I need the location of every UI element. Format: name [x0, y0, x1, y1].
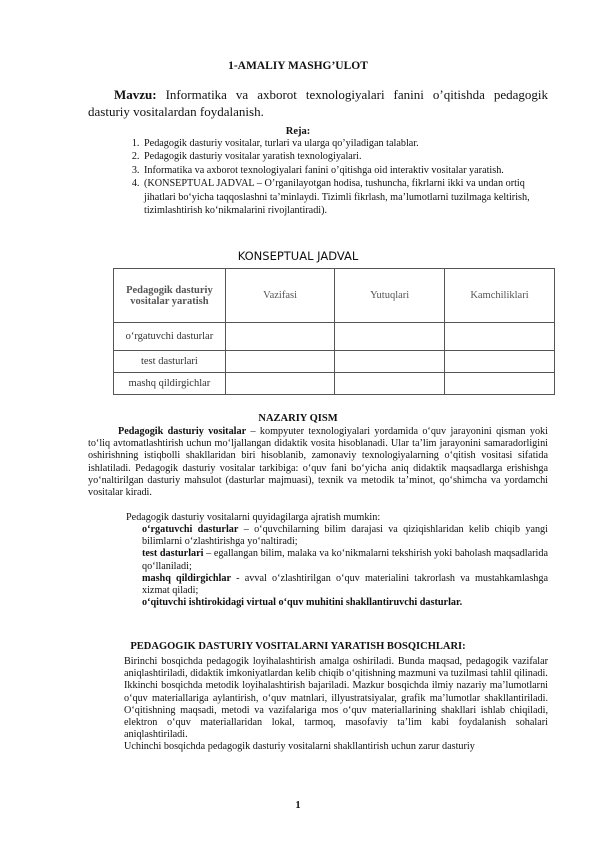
topic-text: Informatika va axborot texnologiyalari fanini o’qitishda pedagogik dasturiy vositalardan foydalanish. [88, 87, 548, 119]
list-item: o‘qituvchi ishtirokidagi virtual o‘quv muhitini shakllantiruvchi dasturlar. [142, 597, 463, 609]
list-item: mashq qildirgichlar - avval o‘zlashtirilgan o‘quv materialini takrorlash va mustahkamlashga xizmat qiladi; [142, 572, 548, 597]
stages-list [108, 656, 548, 754]
table-row [114, 323, 555, 351]
concept-table-title: KONSEPTUAL JADVAL [237, 249, 359, 263]
page-title: 1-AMALIY MASHG’ULOT [228, 60, 368, 72]
plan-item: 3. Informatika va axborot texnologiyalari fanini o’qitishga oid interaktiv vositalar yaratish. [142, 164, 542, 177]
table-row [114, 373, 555, 395]
plan-item: 4. (KONSEPTUAL JADVAL – O’rganilayotgan hodisa, tushuncha, fikrlarni ikki va undan ortiq jihatlari bo‘yicha taqqoslashni ta’minlaydi. Tizimli fikrlash, ma’lumotlarni tuzilmaga keltirish, tizimlashtirish ko‘nikmalarini rivojlantiradi). [142, 177, 542, 217]
table-header: Yutuqlari [335, 269, 445, 323]
theory-term: Pedagogik dasturiy vositalar [118, 426, 247, 437]
topic-label: Mavzu: [114, 87, 157, 102]
theory-intro: Pedagogik dasturiy vositalarni quyidagilarga ajratish mumkin: [126, 512, 381, 523]
stages-heading: PEDAGOGIK DASTURIY VOSITALARNI YARATISH BOSQICHLARI: [130, 641, 466, 652]
table-header: Vazifasi [225, 269, 335, 323]
table-header: Pedagogik dasturiy vositalar yaratish [114, 269, 226, 323]
list-item: o‘rgatuvchi dasturlar – o‘quvchilarning bilim darajasi va qiziqishlaridan kelib chiqib yangi bilimlarni o‘zlashtirishga yo‘naltiradi; [142, 524, 548, 548]
types-list [126, 524, 548, 609]
list-item: Birinchi bosqichda pedagogik loyihalashtirish amalga oshiriladi. Bunda maqsad, pedagogik vazifalar aniqlashtiriladi, didaktik imkoniyatlardan kelib chiqib o‘qitishning mazmuni va tuzilmasi tahlil qilinadi. [124, 656, 548, 680]
table-row [114, 351, 555, 373]
table-cell: mashq qildirgichlar [114, 373, 226, 395]
list-item: test dasturlari – egallangan bilim, malaka va ko‘nikmalarni tekshirish yoki baholash maqsadlarida qo‘llaniladi; [142, 548, 548, 572]
table-cell: test dasturlari [114, 351, 226, 373]
plan-heading: Reja: [285, 126, 311, 137]
theory-heading: NAZARIY QISM [258, 413, 338, 424]
page-number: 1 [295, 800, 301, 811]
concept-table [113, 268, 555, 395]
list-item: Ikkinchi bosqichda metodik loyihalashtirish bajariladi. Mazkur bosqichda ilmiy nazariy ma’lumotlarni o‘quv materiallariga aylantirish, o‘quv matnlari, illyustratsiyalar, grafik ma’lumotlar shakllantiriladi. O‘qitishning maqsadi, metodi va vazifalariga mos o‘quv materiallarining shakllari ishlab chiqiladi, elektron o‘quv materiallaridan lokal, tarmoq, masofaviy ta’lim kabi foydalanish sohalari aniqlashtiriladi. [124, 680, 548, 741]
plan-item: 1. Pedagogik dasturiy vositalar, turlari va ularga qo’yiladigan talablar. [142, 137, 542, 150]
theory-paragraph: Pedagogik dasturiy vositalar – kompyuter texnologiyalari yordamida o‘quv jarayonini qisman yoki to‘liq avtomatlashtirish uchun mo‘ljallangan didaktik vosita hisoblanadi. Ular ta’lim jarayonini samaradorligini oshirishning istiqbolli shakllaridan biri hisoblanib, zamonaviy texnologiyalarning o‘qitish vositasi sifatida ishlatiladi. Pedagogik dasturiy vositalar tarkibiga: o‘quv fani bo‘yicha aniq didaktik maqsadlarga erishishga yo‘naltirilgan dasturiy mahsulot (dasturlar majmuasi), texnik va metodik ta’minot, qo‘shimcha va yordamchi vositalar kiradi. [88, 426, 548, 499]
table-header: Kamchiliklari [444, 269, 554, 323]
topic [88, 86, 548, 120]
plan-list [120, 137, 542, 217]
plan-item: 2. Pedagogik dasturiy vositalar yaratish texnologiyalari. [142, 150, 542, 163]
list-item: Uchinchi bosqichda pedagogik dasturiy vositalarni shakllantirish uchun zarur dasturiy [124, 741, 475, 753]
table-cell: o‘rgatuvchi dasturlar [114, 323, 226, 351]
